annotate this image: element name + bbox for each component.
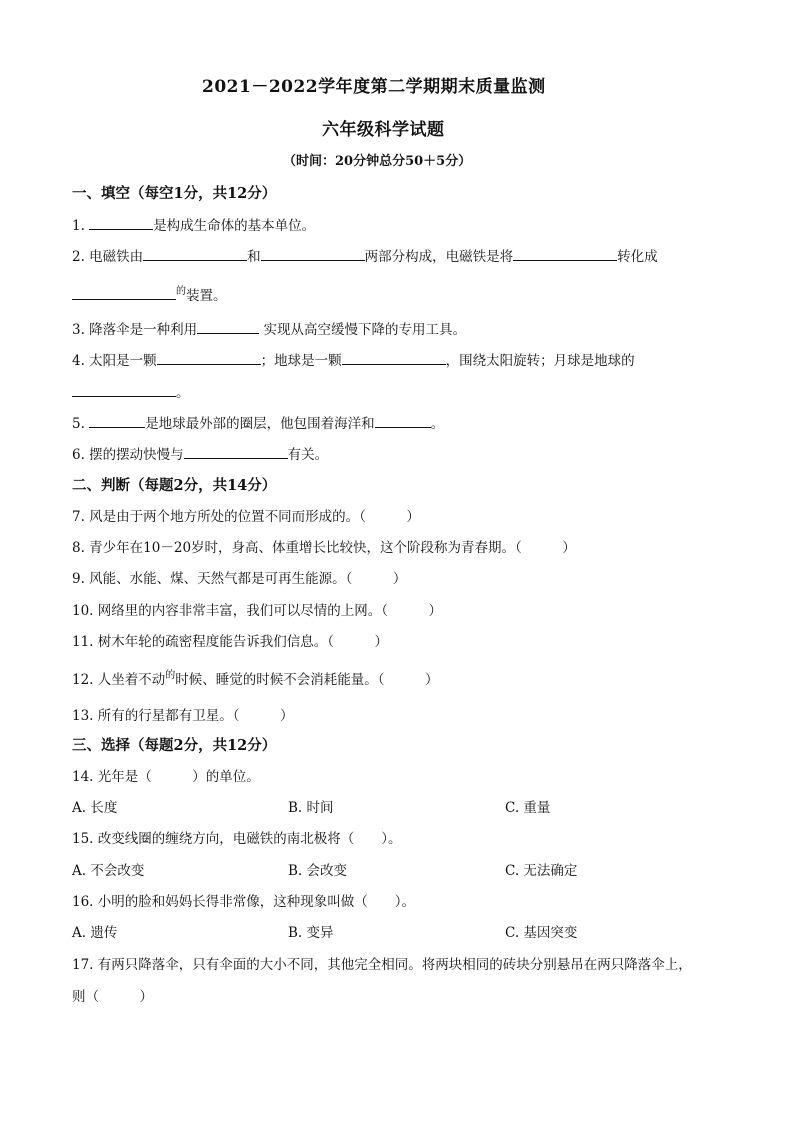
choice-question-15: 15. 改变线圈的缠绕方向，电磁铁的南北极将（ ）。 (72, 831, 402, 847)
q14-option-c: C. 重量 (505, 800, 551, 816)
q4-tail: 。 (176, 385, 190, 401)
q2-blank-3 (513, 248, 617, 261)
q14-option-b: B. 时间 (288, 800, 334, 816)
q12-part-a: 12. 人坐着不动 (72, 672, 166, 688)
q15-option-a: A. 不会改变 (72, 863, 145, 879)
q6-tail: 有关。 (287, 447, 329, 463)
q2-blank-4 (72, 287, 176, 300)
q15-option-c: C. 无法确定 (505, 863, 578, 879)
q1-blank (89, 217, 153, 230)
exam-title: 2021－2022学年度第二学期期末质量监测 (202, 77, 546, 97)
fill-question-2 (72, 245, 658, 265)
q5-tail: 。 (430, 416, 445, 432)
q2-number: 2. 电磁铁由 (72, 249, 144, 265)
q12-part-b: 时候、睡觉的时候不会消耗能量。（ ） (175, 672, 439, 688)
q4-blank-3 (72, 384, 176, 397)
fill-question-2-cont (72, 284, 227, 304)
fill-question-4-cont (72, 381, 190, 401)
judge-question-7: 7. 风是由于两个地方所处的位置不同而形成的。（ ） (72, 509, 420, 525)
judge-question-8: 8. 青少年在10－20岁时，身高、体重增长比较快，这个阶段称为青春期。（ ） (72, 540, 576, 556)
choice-question-14: 14. 光年是（ ）的单位。 (72, 769, 260, 785)
judge-question-11: 11. 树木年轮的疏密程度能告诉我们信息。（ ） (72, 634, 389, 650)
judge-question-12 (72, 668, 439, 688)
section-fill-heading: 一、填空（每空1分，共12分） (72, 185, 277, 202)
q4-end: ，围绕太阳旋转；月球是地球的 (445, 353, 635, 369)
choice-question-17: 17. 有两只降落伞，只有伞面的大小不同，其他完全相同。将两块相同的砖块分别悬吊在两只降落伞上， (72, 957, 692, 973)
q4-number: 4. 太阳是一颗 (72, 353, 157, 369)
q2-and: 和 (247, 249, 261, 265)
q5-blank-1 (89, 415, 145, 428)
q2-mid: 两部分构成，电磁铁是将 (364, 249, 514, 265)
q1-number: 1. (72, 218, 85, 234)
time-note: （时间：20分钟总分50＋5分） (283, 154, 472, 169)
q14-option-a: A. 长度 (72, 800, 118, 816)
q1-text: 是构成生命体的基本单位。 (153, 218, 316, 234)
q5-blank-2 (375, 415, 431, 428)
judge-question-10: 10. 网络里的内容非常丰富，我们可以尽情的上网。（ ） (72, 603, 443, 619)
fill-question-1 (72, 214, 315, 234)
exam-subtitle: 六年级科学试题 (322, 120, 445, 140)
q16-option-a: A. 遗传 (72, 925, 118, 941)
fill-question-3 (72, 318, 466, 338)
q2-de: 的 (176, 286, 186, 297)
q5-mid: 是地球最外部的圈层，他包围着海洋和 (145, 416, 375, 432)
q6-number: 6. 摆的摆动快慢与 (72, 447, 184, 463)
q2-tail: 装置。 (186, 288, 227, 304)
q6-blank (184, 446, 288, 459)
q4-mid: ；地球是一颗 (260, 353, 342, 369)
q3-number: 3. 降落伞是一种利用 (72, 322, 198, 338)
choice-question-17-cont: 则（ ） (72, 989, 153, 1005)
q16-option-b: B. 变异 (288, 925, 334, 941)
q4-blank-2 (342, 352, 446, 365)
q15-option-b: B. 会改变 (288, 863, 348, 879)
section-judge-heading: 二、判断（每题2分，共14分） (72, 477, 277, 494)
judge-question-9: 9. 风能、水能、煤、天然气都是可再生能源。（ ） (72, 571, 407, 587)
q3-tail: 实现从高空缓慢下降的专用工具。 (263, 322, 466, 338)
q16-option-c: C. 基因突变 (505, 925, 578, 941)
choice-question-16: 16. 小明的脸和妈妈长得非常像，这种现象叫做（ ）。 (72, 894, 416, 910)
fill-question-5 (72, 412, 444, 432)
fill-question-6 (72, 443, 328, 463)
section-choice-heading: 三、选择（每题2分，共12分） (72, 737, 277, 754)
q12-de: 的 (165, 670, 176, 681)
q2-blank-2 (261, 248, 365, 261)
q2-end: 转化成 (617, 249, 658, 265)
q4-blank-1 (157, 352, 261, 365)
q5-number: 5. (72, 416, 85, 432)
q2-blank-1 (143, 248, 247, 261)
fill-question-4 (72, 349, 635, 369)
judge-question-13: 13. 所有的行星都有卫星。（ ） (72, 708, 294, 724)
q3-blank (197, 321, 259, 334)
